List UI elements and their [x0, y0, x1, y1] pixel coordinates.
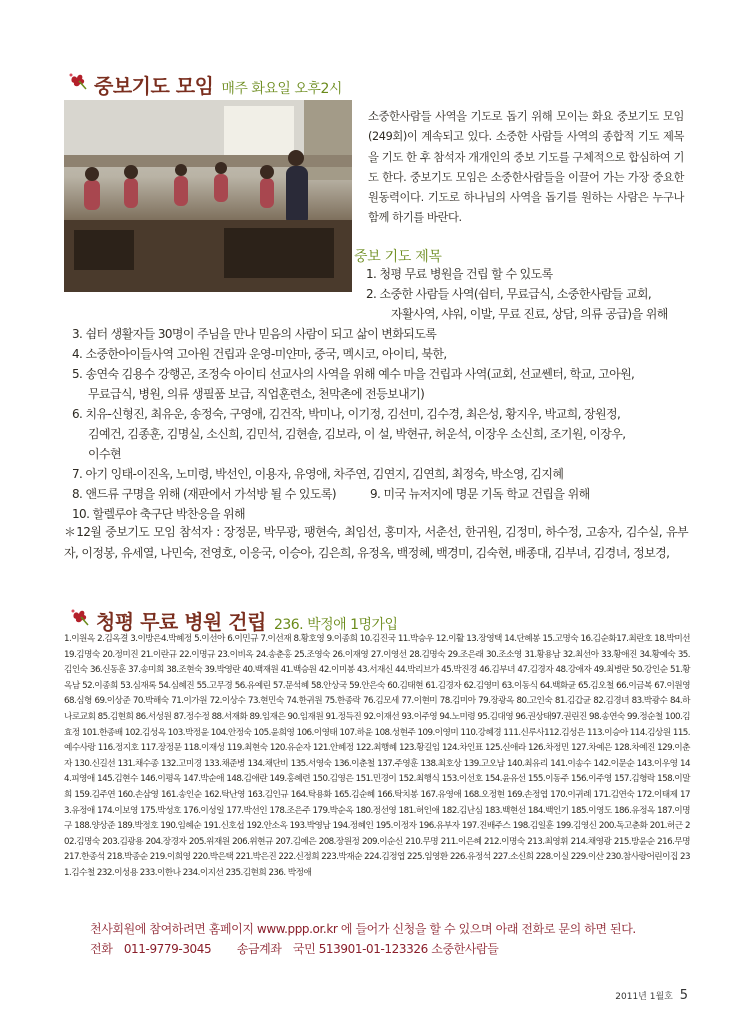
prayer-item: 5. 송연숙 김용수 강행곤, 조정숙 아이티 선교사의 사역을 위해 예수 마을 건립과 사역(교회, 선교쎈터, 학교, 고아원, — [72, 367, 635, 381]
flower-bullet-icon — [70, 606, 92, 626]
prayer-meeting-photo — [64, 100, 352, 292]
prayer-item-continued: 이수현 — [88, 447, 121, 461]
notice-line: 천사회원에 참여하려면 홈페이지 www.ppp.or.kr 에 들어가 신청을 할 수 있으며 아래 전화로 문의 하면 된다. — [90, 922, 636, 936]
issue-date: 2011년 1월호 — [615, 992, 673, 1002]
prayer-item: 7. 아기 잉태-이진옥, 노미령, 박선인, 이용자, 유영애, 차주연, 김연지, 김연희, 최정숙, 박소영, 김지혜 — [72, 467, 564, 481]
section2-subtitle: 236. 박정애 1명가입 — [273, 617, 398, 633]
donor-names-list: 1.이원옥 2.김옥결 3.이방은4.박혜정 5.이선아 6.이민규 7.이선재 8.황호영 9.이종희 10.김진국 11.박승우 12.이활 13.장영택 14.단혜봉 15.고명숙 16.김순화17.최란호 18.박미선 19.김명숙 20.정미진 21.이란규 22.이명규 23.이비옥 24.송춘홍 25.조영숙 26.이재영 27.이영선 28.김명숙 29.조은래 30.조소영 31.황용남 32.최선아 33.황애진 34.황예숙 35.김인숙 36.신동훈 37.송미희 38.조현숙 39.박영란 40.백재원 41.백승원 42.이미봉 43.서재신 44.박리브가 45.박진경 46.김부녀 47.김경자 48.강애자 49.최병란 50.강인순 51.황옥남 52.이종희 53.심재록 54.심혜진 55.고무경 56.유예린 57.문석혜 58.안상국 59.안은숙 60.김태현 61.김경자 62.김영미 63.이동식 64.백화균 65.김오철 66.이금복 67.이원영 68.심형 69.이상준 70.박해숙 71.이가원 72.이상수 73.현민숙 74.한귀원 75.한종락 76.김모세 77.이현미 78.김미아 79.장광옥 80.고인숙 81.김갑균 82.김경녀 83.박광수 84.하나로교회 85.김현희 86.서성원 87.정수정 88.서재화 89.임재은 90.임재원 91.정득진 92.이재선 93.이주영 94.노미령 95.김대영 96.권상태97.권린진 98.송연숙 99.정순철 100.김효정 101.한종배 102.김성옥 103.박정윤 104.안정숙 105.윤희영 106.이영태 107.하윤 108.성현주 109.이영미 110.강혜경 111.신루사112.김성은 113.이승아 114.김상원 115.예수사랑 116.정지호 117.장정문 118.이재성 119.최현숙 120.유순자 121.안혜정 122.최행혜 123.황길임 124.차인표 125.신애라 126.차정민 127.차예은 128.차예진 129.이춘자 130.신길선 131.채수종 132.고미경 133.채준병 134.채단비 135.서영숙 136.이춘철 137.주영훈 138.최호상 139.고오남 140.최유리 141.이송수 142.이문순 143.이우영 144.피영애 145.김현수 146.이평옥 147.박순애 148.김애란 149.홍혜련 150.김영은 151.민경이 152.최행식 153.이선호 154.윤유선 155.이동주 156.이주영 157.김형락 158.이말희 159.김주연 160.손삼영 161.송인순 162.탁난영 163.김인규 164.탁용화 165.김순혜 166.탁치봉 167.유영애 168.오정현 169.손정엽 170.이귀례 171.김연숙 172.이태제 173.유정애 174.이보영 175.박성호 176.이성일 177.박선인 178.조은주 179.박순옥 180.정선영 181.허인애 182.김난심 183.백현선 184.백인기 185.이영도 186.유정옥 187.이명구 188.양상준 189.박정호 190.임혜순 191.신호섭 192.안소옥 193.박영남 194.정혜인 195.이정자 196.유부자 197.진배주스 198.김일훈 199.김영신 200.독고춘화 201.허근 202.김명숙 203.김광용 204.장경자 205.위재원 206.위현규 207.김예은 208.장원정 209.이순신 210.무명 211.이은혜 212.이명숙 213.최영휘 214.채영광 215.방윤순 216.무명 217.한종석 218.박종순 219.이희영 220.박은택 221.박은진 222.신정희 223.박재순 224.김정엽 225.임영환 226.유정석 227.소신희 228.이실 229.이산 230.참사랑어린이집 231.김수철 232.이성용 233.이한나 234.이지선 235.김현희 236. 박정애 — [64, 634, 690, 878]
section1-subtitle: 매주 화요일 오후2시 — [221, 81, 342, 97]
page-number: 5 — [679, 988, 688, 1003]
prayer-item: 10. 할렐루야 축구단 박찬응을 위해 — [72, 507, 246, 521]
prayer-item-continued: 자활사역, 샤워, 이발, 무료 진료, 상담, 의류 공급)을 위해 — [391, 307, 668, 321]
prayer-topics-heading: 중보 기도 제목 — [354, 249, 442, 265]
prayer-item-continued: 김예건, 김종훈, 김명실, 소신희, 김민석, 김현솔, 김보라, 이 설, 박현규, 허운석, 이장우 소신희, 조기원, 이장우, — [88, 427, 626, 441]
photo-illustration — [64, 100, 352, 292]
prayer-item: 8. 앤드류 구명을 위해 (재판에서 가석방 될 수 있도록) — [72, 487, 336, 501]
phone-label: 전화 — [90, 942, 113, 956]
prayer-item: 1. 청평 무료 병원을 건립 할 수 있도록 — [366, 267, 553, 281]
prayer-item: 6. 치유-신형진, 최유운, 송정숙, 구영애, 김건작, 박미나, 이기정, 김선미, 김수경, 최은성, 황지우, 박교희, 장원정, — [72, 407, 621, 421]
prayer-item: 3. 쉼터 생활자들 30명이 주님을 만나 믿음의 사람이 되고 삶이 변화되도록 — [72, 327, 437, 341]
notice-block — [90, 919, 636, 959]
prayer-item: 9. 미국 뉴저지에 명문 기독 학교 건립을 위해 — [370, 487, 590, 501]
account-number: 국민 513901-01-123326 소중한사람들 — [292, 942, 499, 956]
attendees-paragraph: ＊12월 중보기도 모임 참석자 : 장정문, 박무광, 팽현숙, 최임선, 홍미자, 서춘선, 한귀원, 김정미, 하수정, 고송자, 김수실, 유부자, 이정봉, 유세열, 나민숙, 전영호, 이응국, 이승아, 김은희, 유정옥, 백정혜, 백경미, 김숙현, 배종대, 김부녀, 김경녀, 정보경, — [64, 525, 688, 560]
prayer-item: 2. 소중한 사람들 사역(쉼터, 무료급식, 소중한사람들 교회, — [366, 287, 652, 301]
flower-bullet-icon — [68, 70, 90, 90]
account-label: 송금계좌 — [236, 942, 282, 956]
intro-paragraph: 소중한사람들 사역을 기도로 돕기 위해 모이는 화요 중보기도 모임(249회)이 계속되고 있다. 소중한 사람들 사역의 종합적 기도 제목을 기도 한 후 참석자 개개인의 중보 기도를 구체적으로 합심하여 기도 한다. 중보기도 모임은 소중한사람들을 이끌어 가는 가장 중요한 원동력이다. 기도로 하나님의 사역을 돕기를 원하는 사람은 누구나 함께 하기를 바란다. — [368, 110, 684, 225]
section2-title: 청평 무료 병원 건립 — [96, 610, 266, 634]
prayer-item: 4. 소중한아이들사역 고아원 건립과 운영-미얀마, 중국, 멕시코, 아이티, 북한, — [72, 347, 447, 361]
prayer-item-continued: 무료급식, 병원, 의류 생필품 보급, 직업훈련소, 천막촌에 전등보내기) — [88, 387, 425, 401]
section1-heading — [94, 70, 342, 99]
phone-number: 011-9779-3045 — [123, 942, 212, 956]
section2-heading — [96, 606, 398, 635]
contact-line — [90, 939, 636, 959]
page-footer — [615, 988, 688, 1003]
section1-title: 중보기도 모임 — [94, 74, 214, 98]
